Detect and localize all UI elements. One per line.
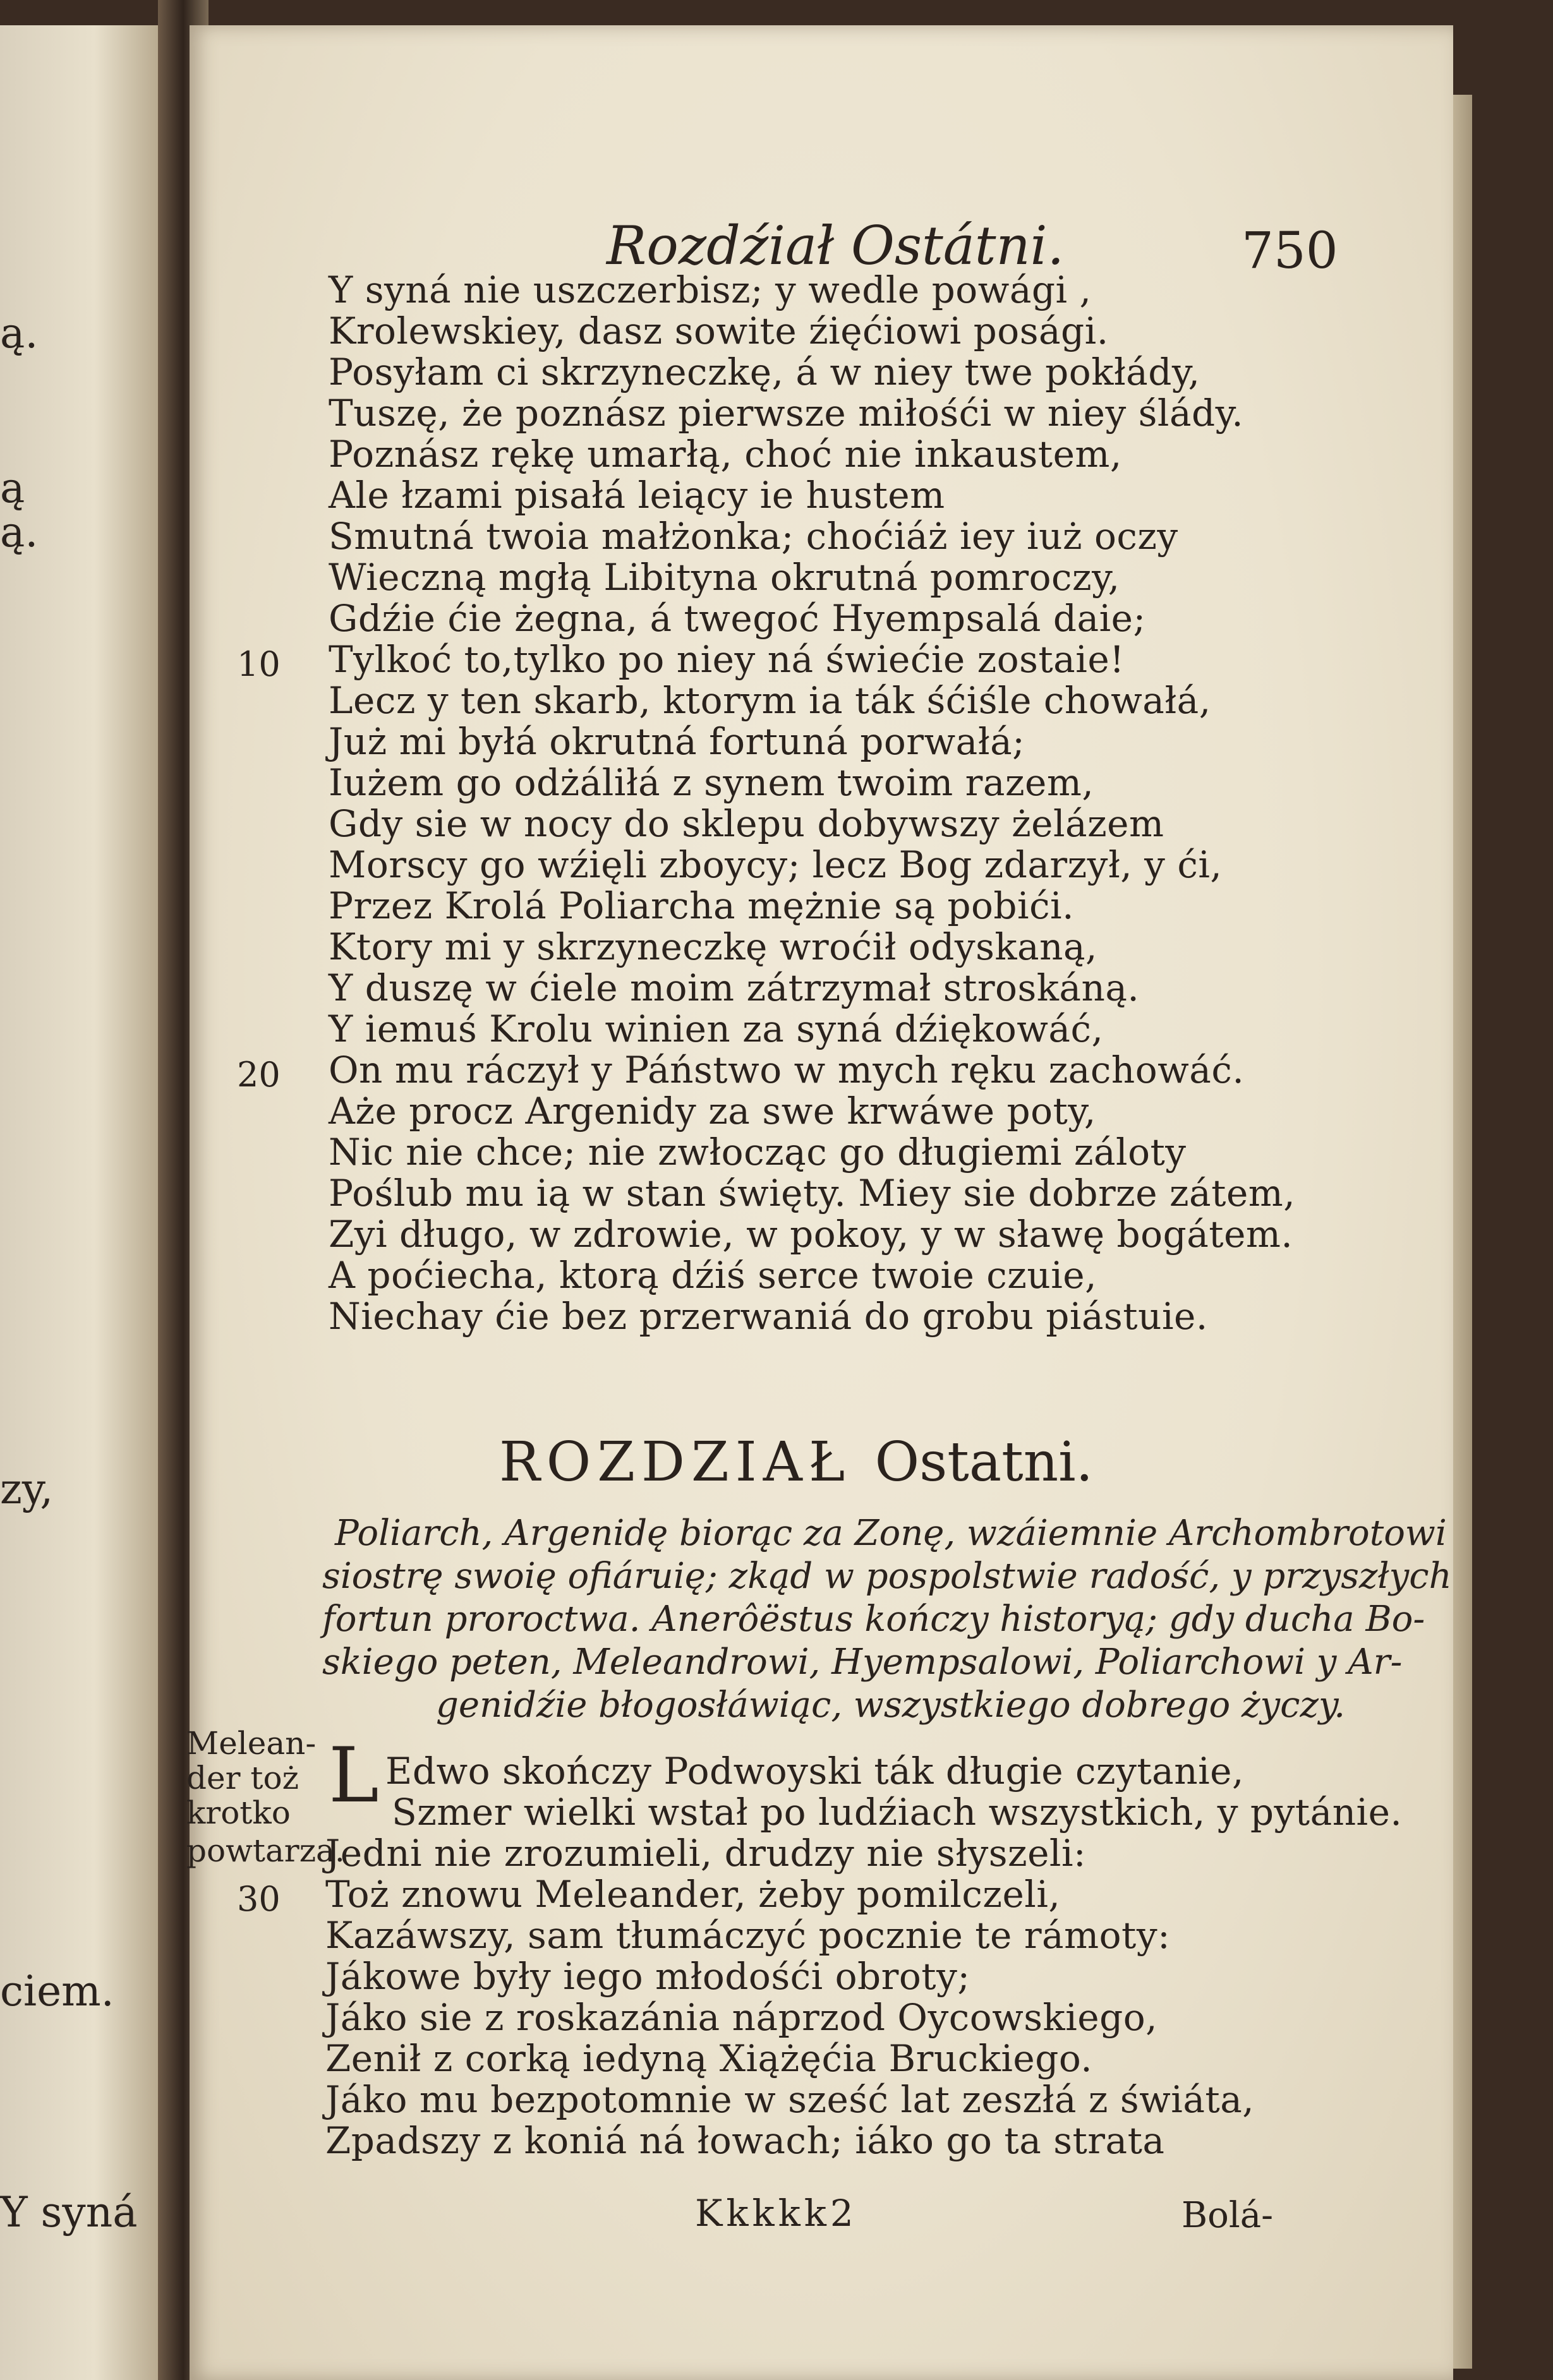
verse-line: Smutná twoia małżonka; choćiáż iey iuż oczy: [329, 515, 1178, 558]
argument-line: siostrę swoię ofiáruię; zkąd w pospolstwie radość, y przyszłych: [322, 1556, 1452, 1597]
left-page-fragment: ą.: [0, 508, 39, 556]
verse-line: Szmer wielki wstał po ludźiach wszystkich, y pytánie.: [392, 1791, 1403, 1834]
verse-line: On mu ráczył y Páństwo w mych ręku zachowáć.: [329, 1049, 1245, 1091]
chapter-heading-rest: Ostatni.: [874, 1431, 1093, 1494]
running-head: Rozdźiał Ostátni.: [607, 215, 1065, 277]
verse-line: Poślub mu ią w stan święty. Miey sie dobrze zátem,: [329, 1172, 1296, 1215]
verse-line: Zpadszy z koniá ná łowach; iáko go ta strata: [325, 2119, 1165, 2162]
line-number: 10: [237, 644, 281, 684]
verse-line: Tylkoć to,tylko po niey ná świećie zostaie!: [329, 638, 1125, 681]
argument-line: Poliarch, Argenidę biorąc za Zonę, wzáiemnie Archombrotowi: [335, 1513, 1447, 1554]
verse-line: Jedni nie zrozumieli, drudzy nie słyszeli:: [325, 1832, 1087, 1875]
verse-line: Gdźie ćie żegna, á twegoć Hyempsalá daie;: [329, 597, 1146, 640]
verse-line: Wieczną mgłą Libityna okrutná pomroczy,: [329, 556, 1120, 599]
page-number: 750: [1242, 221, 1338, 280]
verse-line: Posyłam ci skrzyneczkę, á w niey twe pokłády,: [329, 351, 1200, 394]
verse-line: Ktory mi y skrzyneczkę wroćił odyskaną,: [329, 925, 1097, 968]
margin-note-line: der toż: [186, 1760, 299, 1796]
verse-line: Lecz y ten skarb, ktorym ia ták śćiśle chowałá,: [329, 679, 1211, 722]
argument-line: genidźie błogosłáwiąc, wszystkiego dobrego życzy.: [436, 1685, 1346, 1726]
verse-line: Iużem go odżáliłá z synem twoim razem,: [329, 761, 1094, 804]
verse-line: Krolewskiey, dasz sowite źięćiowi posági.: [329, 310, 1109, 352]
margin-note-line: powtarza.: [186, 1832, 345, 1869]
left-page-fragment: ą: [0, 464, 25, 512]
line-number: 30: [237, 1879, 281, 1919]
verse-line: Zenił z corką iedyną Xiążęćia Bruckiego.: [325, 2037, 1093, 2080]
verse-line: Jáko mu bezpotomnie w sześć lat zeszłá z świáta,: [325, 2078, 1255, 2121]
verse-line: Edwo skończy Podwoyski ták długie czytanie,: [385, 1750, 1244, 1793]
verse-line: Ale łzami pisałá leiący ie hustem: [329, 474, 945, 517]
verse-line: Y iemuś Krolu winien za syná dźiękowáć,: [329, 1007, 1104, 1050]
chapter-heading: [499, 1431, 1093, 1494]
verse-line: Przez Krolá Poliarcha mężnie są pobići.: [329, 884, 1075, 927]
left-page-fragment: ciem.: [0, 1967, 114, 2016]
argument-line: fortun proroctwa. Anerôëstus kończy historyą; gdy ducha Bo-: [322, 1599, 1425, 1640]
verse-line: Gdy sie w nocy do sklepu dobywszy żelázem: [329, 802, 1164, 845]
left-page-fragment: Y syná: [0, 2188, 138, 2237]
verse-line: Toż znowu Meleander, żeby pomilczeli,: [325, 1873, 1061, 1916]
verse-line: A poćiecha, ktorą dźiś serce twoie czuie,: [329, 1254, 1097, 1297]
verse-line: Zyi długo, w zdrowie, w pokoy, y w sławę bogátem.: [329, 1213, 1293, 1256]
left-facing-page: [0, 25, 158, 2380]
chapter-heading-caps: ROZDZIAŁ: [499, 1431, 852, 1494]
verse-line: Poznász rękę umarłą, choć nie inkaustem,: [329, 433, 1122, 476]
verse-line: Y duszę w ćiele moim zátrzymał stroskáną.: [329, 966, 1140, 1009]
line-number: 20: [237, 1055, 281, 1095]
verse-line: Jákowe były iego młodośći obroty;: [325, 1955, 970, 1998]
verse-line: Y syná nie uszczerbisz; y wedle powági ,: [329, 268, 1092, 311]
argument-line: skiego peten, Meleandrowi, Hyempsalowi, Poliarchowi y Ar-: [322, 1642, 1403, 1683]
margin-note-line: krotko: [186, 1794, 291, 1831]
verse-line: Już mi byłá okrutná fortuná porwałá;: [329, 720, 1025, 763]
drop-cap: L: [329, 1732, 379, 1820]
verse-line: Kazáwszy, sam tłumáczyć pocznie te rámoty:: [325, 1914, 1171, 1957]
verse-line: Jáko sie z roskazánia náprzod Oycowskiego,: [325, 1996, 1158, 2039]
verse-line: Morscy go wźięli zboycy; lecz Bog zdarzył, y ći,: [329, 843, 1223, 886]
margin-note-line: Melean-: [186, 1725, 317, 1762]
catchword: Bolá-: [1181, 2195, 1274, 2236]
left-page-fragment: ą.: [0, 309, 39, 358]
verse-line: Tuszę, że poznász pierwsze miłośći w niey ślády.: [329, 392, 1244, 435]
verse-line: Aże procz Argenidy za swe krwáwe poty,: [329, 1090, 1096, 1133]
signature-mark: Kkkkk2: [695, 2192, 857, 2235]
left-page-fragment: zy,: [0, 1465, 54, 1513]
verse-line: Niechay ćie bez przerwaniá do grobu piástuie.: [329, 1295, 1208, 1338]
verse-line: Nic nie chce; nie zwłocząc go długiemi záloty: [329, 1131, 1187, 1174]
